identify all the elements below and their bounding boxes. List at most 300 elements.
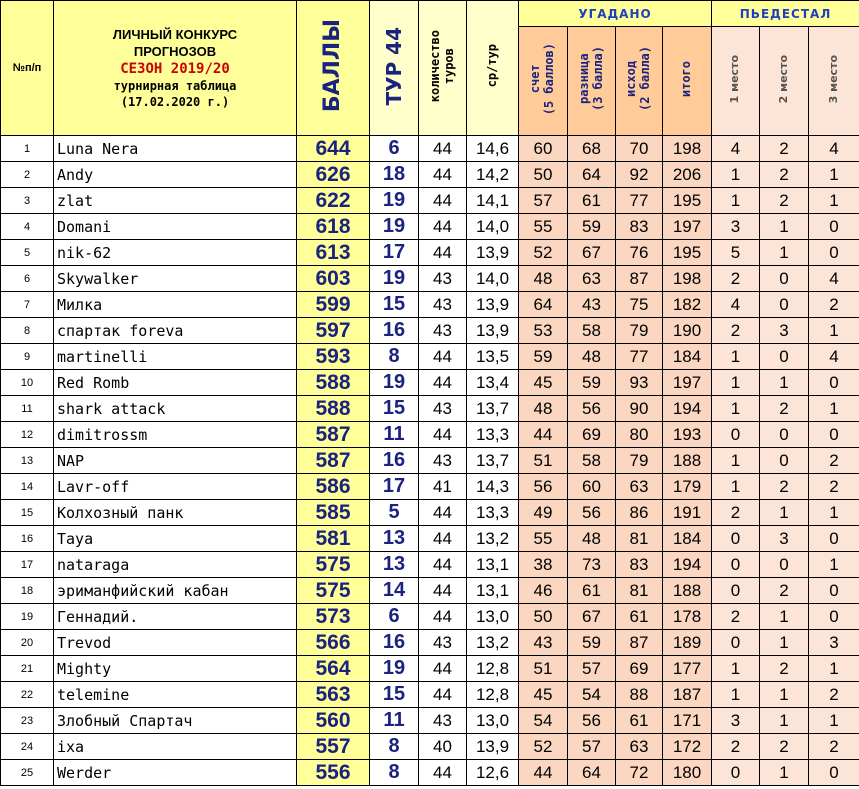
place1-cell: 0 (712, 760, 760, 786)
avg-cell: 13,2 (467, 630, 519, 656)
points-cell: 575 (297, 552, 370, 578)
place1-cell: 1 (712, 656, 760, 682)
table-row (1, 500, 859, 526)
outcome-guessed-cell: 76 (616, 240, 663, 266)
place3-cell: 0 (809, 578, 859, 604)
table-row (1, 136, 859, 162)
total-guessed-cell: 206 (663, 162, 712, 188)
total-guessed-cell: 187 (663, 682, 712, 708)
tour-points-cell: 8 (370, 760, 419, 786)
avg-cell: 13,9 (467, 318, 519, 344)
total-guessed-cell: 180 (663, 760, 712, 786)
diff-guessed-cell: 68 (568, 136, 616, 162)
diff-guessed-cell: 61 (568, 188, 616, 214)
player-name: Skywalker (54, 266, 297, 292)
place2-header: 2 место (760, 27, 809, 136)
outcome-guessed-cell: 63 (616, 474, 663, 500)
tours-count-cell: 43 (419, 448, 467, 474)
score-guessed-cell: 45 (519, 370, 568, 396)
total-guessed-cell: 184 (663, 344, 712, 370)
tour-points-cell: 18 (370, 162, 419, 188)
total-guessed-cell: 198 (663, 266, 712, 292)
player-name: Колхозный панк (54, 500, 297, 526)
points-cell: 581 (297, 526, 370, 552)
player-name: Taya (54, 526, 297, 552)
diff-guessed-cell: 64 (568, 162, 616, 188)
tours-count-cell: 41 (419, 474, 467, 500)
score-guessed-cell: 51 (519, 656, 568, 682)
podium-group-header: ПЬЕДЕСТАЛ (712, 1, 859, 27)
place3-cell: 0 (809, 604, 859, 630)
player-name: Mighty (54, 656, 297, 682)
points-cell: 563 (297, 682, 370, 708)
row-number: 8 (1, 318, 54, 344)
place1-cell: 4 (712, 136, 760, 162)
score-guessed-cell: 59 (519, 344, 568, 370)
points-cell: 588 (297, 396, 370, 422)
place1-header: 1 место (712, 27, 760, 136)
table-row (1, 630, 859, 656)
outcome-guessed-cell: 72 (616, 760, 663, 786)
guessed-group-header: УГАДАНО (519, 1, 712, 27)
table-row (1, 578, 859, 604)
table-row (1, 474, 859, 500)
player-name: Domani (54, 214, 297, 240)
total-guessed-cell: 197 (663, 370, 712, 396)
avg-cell: 13,3 (467, 422, 519, 448)
place3-cell: 0 (809, 526, 859, 552)
place2-cell: 2 (760, 474, 809, 500)
place1-cell: 1 (712, 448, 760, 474)
total-guessed-cell: 193 (663, 422, 712, 448)
row-number: 13 (1, 448, 54, 474)
outcome-guessed-cell: 93 (616, 370, 663, 396)
table-row (1, 292, 859, 318)
points-cell: 566 (297, 630, 370, 656)
score-guessed-cell: 48 (519, 396, 568, 422)
row-number: 12 (1, 422, 54, 448)
row-number: 7 (1, 292, 54, 318)
tour-points-cell: 13 (370, 552, 419, 578)
tours-count-cell: 44 (419, 370, 467, 396)
tour-points-cell: 16 (370, 318, 419, 344)
place3-cell: 2 (809, 292, 859, 318)
avg-cell: 13,0 (467, 604, 519, 630)
place1-cell: 3 (712, 708, 760, 734)
tour-points-cell: 15 (370, 396, 419, 422)
points-cell: 560 (297, 708, 370, 734)
row-number: 1 (1, 136, 54, 162)
place2-cell: 2 (760, 188, 809, 214)
outcome-guessed-cell: 80 (616, 422, 663, 448)
place1-cell: 5 (712, 240, 760, 266)
total-guessed-cell: 197 (663, 214, 712, 240)
table-row (1, 656, 859, 682)
diff-guessed-cell: 56 (568, 396, 616, 422)
place3-cell: 0 (809, 760, 859, 786)
place1-cell: 0 (712, 552, 760, 578)
points-cell: 587 (297, 448, 370, 474)
points-cell: 599 (297, 292, 370, 318)
tours-count-cell: 43 (419, 318, 467, 344)
place1-cell: 1 (712, 396, 760, 422)
outcome-guessed-cell: 90 (616, 396, 663, 422)
tours-count-cell: 44 (419, 136, 467, 162)
row-number: 6 (1, 266, 54, 292)
table-row (1, 214, 859, 240)
outcome-guessed-cell: 81 (616, 578, 663, 604)
place1-cell: 3 (712, 214, 760, 240)
table-row (1, 162, 859, 188)
season-label: СЕЗОН 2019/20 (120, 61, 230, 77)
avg-cell: 13,9 (467, 240, 519, 266)
player-name: Lavr-off (54, 474, 297, 500)
table-row (1, 370, 859, 396)
player-name: dimitrossm (54, 422, 297, 448)
place3-cell: 4 (809, 136, 859, 162)
place2-cell: 1 (760, 630, 809, 656)
avg-cell: 13,7 (467, 448, 519, 474)
total-guessed-cell: 198 (663, 136, 712, 162)
place2-cell: 0 (760, 266, 809, 292)
tour-points-cell: 14 (370, 578, 419, 604)
place1-cell: 1 (712, 344, 760, 370)
place1-cell: 2 (712, 734, 760, 760)
points-cell: 618 (297, 214, 370, 240)
row-number: 23 (1, 708, 54, 734)
tours-count-cell: 44 (419, 188, 467, 214)
player-name: Red Romb (54, 370, 297, 396)
table-row (1, 526, 859, 552)
diff-guessed-cell: 56 (568, 500, 616, 526)
tours-count-cell: 44 (419, 344, 467, 370)
diff-guessed-cell: 60 (568, 474, 616, 500)
diff-guessed-cell: 59 (568, 630, 616, 656)
diff-guessed-cell: 57 (568, 734, 616, 760)
place1-cell: 1 (712, 682, 760, 708)
avg-cell: 14,0 (467, 266, 519, 292)
place3-cell: 2 (809, 448, 859, 474)
outcome-guessed-cell: 77 (616, 188, 663, 214)
avg-cell: 13,3 (467, 500, 519, 526)
total-guessed-cell: 182 (663, 292, 712, 318)
place2-cell: 1 (760, 500, 809, 526)
tour-points-cell: 13 (370, 526, 419, 552)
tours-count-header: количество туров (419, 1, 467, 136)
tours-count-cell: 44 (419, 162, 467, 188)
tours-count-cell: 44 (419, 214, 467, 240)
row-number: 3 (1, 188, 54, 214)
tour-points-cell: 11 (370, 708, 419, 734)
score-guessed-cell: 43 (519, 630, 568, 656)
tour-points-cell: 15 (370, 682, 419, 708)
outcome-guessed-cell: 69 (616, 656, 663, 682)
tour-points-cell: 19 (370, 188, 419, 214)
row-number: 2 (1, 162, 54, 188)
place1-cell: 2 (712, 266, 760, 292)
table-row (1, 682, 859, 708)
player-name: Andy (54, 162, 297, 188)
player-name: nik-62 (54, 240, 297, 266)
place1-cell: 4 (712, 292, 760, 318)
place3-cell: 4 (809, 266, 859, 292)
points-cell: 603 (297, 266, 370, 292)
place2-cell: 2 (760, 136, 809, 162)
avg-cell: 13,2 (467, 526, 519, 552)
place3-cell: 2 (809, 474, 859, 500)
tour-points-cell: 6 (370, 136, 419, 162)
row-number: 19 (1, 604, 54, 630)
total-guessed-cell: 172 (663, 734, 712, 760)
tour-points-cell: 5 (370, 500, 419, 526)
diff-guessed-cell: 63 (568, 266, 616, 292)
tour-points-cell: 16 (370, 448, 419, 474)
score-guessed-cell: 46 (519, 578, 568, 604)
place1-cell: 1 (712, 188, 760, 214)
tours-count-cell: 43 (419, 396, 467, 422)
table-row (1, 448, 859, 474)
place3-cell: 2 (809, 682, 859, 708)
avg-cell: 13,1 (467, 552, 519, 578)
place2-cell: 0 (760, 552, 809, 578)
avg-cell: 13,4 (467, 370, 519, 396)
score-guessed-cell: 51 (519, 448, 568, 474)
score-header: счет (5 баллов) (519, 27, 568, 136)
avg-cell: 13,9 (467, 734, 519, 760)
table-row (1, 734, 859, 760)
diff-guessed-cell: 58 (568, 448, 616, 474)
title-line2: ПРОГНОЗОВ (133, 44, 217, 59)
table-row (1, 422, 859, 448)
points-cell: 564 (297, 656, 370, 682)
avg-cell: 13,0 (467, 708, 519, 734)
player-name: Геннадий. (54, 604, 297, 630)
score-guessed-cell: 60 (519, 136, 568, 162)
outcome-guessed-cell: 70 (616, 136, 663, 162)
player-name: zlat (54, 188, 297, 214)
player-name: nataraga (54, 552, 297, 578)
points-cell: 556 (297, 760, 370, 786)
tour-points-cell: 19 (370, 656, 419, 682)
outcome-guessed-cell: 79 (616, 318, 663, 344)
place3-cell: 1 (809, 396, 859, 422)
table-row (1, 708, 859, 734)
outcome-guessed-cell: 79 (616, 448, 663, 474)
row-number: 20 (1, 630, 54, 656)
score-guessed-cell: 50 (519, 162, 568, 188)
score-guessed-cell: 57 (519, 188, 568, 214)
place3-cell: 1 (809, 656, 859, 682)
avg-cell: 14,0 (467, 214, 519, 240)
diff-guessed-cell: 58 (568, 318, 616, 344)
tours-count-cell: 44 (419, 552, 467, 578)
avg-cell: 14,1 (467, 188, 519, 214)
place1-cell: 0 (712, 630, 760, 656)
place3-header: 3 место (809, 27, 859, 136)
player-name: martinelli (54, 344, 297, 370)
tours-count-cell: 43 (419, 630, 467, 656)
tour-points-cell: 6 (370, 604, 419, 630)
avg-cell: 14,2 (467, 162, 519, 188)
player-name: Злобный Спартач (54, 708, 297, 734)
score-guessed-cell: 64 (519, 292, 568, 318)
row-number: 10 (1, 370, 54, 396)
tours-count-cell: 43 (419, 292, 467, 318)
tour-points-cell: 8 (370, 344, 419, 370)
points-cell: 626 (297, 162, 370, 188)
score-guessed-cell: 52 (519, 240, 568, 266)
score-guessed-cell: 49 (519, 500, 568, 526)
diff-guessed-cell: 67 (568, 604, 616, 630)
place3-cell: 0 (809, 214, 859, 240)
place2-cell: 3 (760, 318, 809, 344)
place1-cell: 2 (712, 604, 760, 630)
place1-cell: 2 (712, 500, 760, 526)
tours-count-cell: 43 (419, 708, 467, 734)
place2-cell: 0 (760, 292, 809, 318)
place1-cell: 0 (712, 526, 760, 552)
table-row (1, 188, 859, 214)
title-line1: ЛИЧНЫЙ КОНКУРС (112, 27, 238, 42)
tours-count-cell: 44 (419, 760, 467, 786)
avg-cell: 12,6 (467, 760, 519, 786)
points-cell: 613 (297, 240, 370, 266)
row-number: 15 (1, 500, 54, 526)
diff-guessed-cell: 64 (568, 760, 616, 786)
place2-cell: 2 (760, 396, 809, 422)
place2-cell: 1 (760, 214, 809, 240)
points-cell: 622 (297, 188, 370, 214)
avg-cell: 12,8 (467, 656, 519, 682)
total-guessed-cell: 179 (663, 474, 712, 500)
total-guessed-cell: 195 (663, 188, 712, 214)
total-guessed-cell: 194 (663, 396, 712, 422)
place3-cell: 2 (809, 734, 859, 760)
tours-count-cell: 44 (419, 526, 467, 552)
row-number: 17 (1, 552, 54, 578)
avg-cell: 14,6 (467, 136, 519, 162)
row-number: 4 (1, 214, 54, 240)
outcome-guessed-cell: 63 (616, 734, 663, 760)
row-number: 18 (1, 578, 54, 604)
diff-guessed-cell: 59 (568, 370, 616, 396)
place2-cell: 1 (760, 708, 809, 734)
player-name: Werder (54, 760, 297, 786)
table-title (54, 1, 297, 136)
avg-header: ср/тур (467, 1, 519, 136)
table-row (1, 604, 859, 630)
place2-cell: 1 (760, 760, 809, 786)
tour-points-cell: 11 (370, 422, 419, 448)
player-name: telemine (54, 682, 297, 708)
diff-guessed-cell: 48 (568, 526, 616, 552)
total-guessed-cell: 194 (663, 552, 712, 578)
points-cell: 593 (297, 344, 370, 370)
outcome-guessed-cell: 77 (616, 344, 663, 370)
outcome-guessed-cell: 92 (616, 162, 663, 188)
outcome-guessed-cell: 88 (616, 682, 663, 708)
avg-cell: 14,3 (467, 474, 519, 500)
score-guessed-cell: 44 (519, 760, 568, 786)
total-guessed-cell: 171 (663, 708, 712, 734)
outcome-guessed-cell: 87 (616, 266, 663, 292)
player-name: Милка (54, 292, 297, 318)
diff-guessed-cell: 69 (568, 422, 616, 448)
place3-cell: 1 (809, 552, 859, 578)
tours-count-cell: 44 (419, 656, 467, 682)
tours-count-cell: 43 (419, 266, 467, 292)
diff-guessed-cell: 54 (568, 682, 616, 708)
diff-guessed-cell: 56 (568, 708, 616, 734)
place2-cell: 0 (760, 344, 809, 370)
place2-cell: 1 (760, 370, 809, 396)
points-cell: 597 (297, 318, 370, 344)
place3-cell: 3 (809, 630, 859, 656)
diff-guessed-cell: 59 (568, 214, 616, 240)
row-number: 11 (1, 396, 54, 422)
outcome-guessed-cell: 87 (616, 630, 663, 656)
score-guessed-cell: 55 (519, 526, 568, 552)
outcome-header: исход (2 балла) (616, 27, 663, 136)
tour-points-cell: 17 (370, 474, 419, 500)
points-cell: 573 (297, 604, 370, 630)
row-number: 14 (1, 474, 54, 500)
points-cell: 644 (297, 136, 370, 162)
tour-header: ТУР 44 (370, 1, 419, 136)
tours-count-cell: 40 (419, 734, 467, 760)
score-guessed-cell: 44 (519, 422, 568, 448)
total-guessed-cell: 195 (663, 240, 712, 266)
subtitle: турнирная таблица (113, 79, 237, 93)
table-row (1, 396, 859, 422)
player-name: NAP (54, 448, 297, 474)
total-guessed-cell: 190 (663, 318, 712, 344)
row-number-header: №п/п (1, 1, 54, 136)
points-cell: 585 (297, 500, 370, 526)
points-cell: 557 (297, 734, 370, 760)
place2-cell: 2 (760, 734, 809, 760)
total-guessed-cell: 177 (663, 656, 712, 682)
place2-cell: 2 (760, 162, 809, 188)
row-number: 16 (1, 526, 54, 552)
total-guessed-cell: 191 (663, 500, 712, 526)
diff-guessed-cell: 67 (568, 240, 616, 266)
row-number: 25 (1, 760, 54, 786)
total-guessed-cell: 184 (663, 526, 712, 552)
row-number: 22 (1, 682, 54, 708)
score-guessed-cell: 55 (519, 214, 568, 240)
place3-cell: 1 (809, 318, 859, 344)
score-guessed-cell: 38 (519, 552, 568, 578)
outcome-guessed-cell: 83 (616, 214, 663, 240)
score-guessed-cell: 53 (519, 318, 568, 344)
avg-cell: 13,1 (467, 578, 519, 604)
place1-cell: 0 (712, 578, 760, 604)
tour-points-cell: 19 (370, 266, 419, 292)
table-row (1, 240, 859, 266)
place1-cell: 1 (712, 474, 760, 500)
tour-points-cell: 16 (370, 630, 419, 656)
place1-cell: 1 (712, 162, 760, 188)
score-guessed-cell: 45 (519, 682, 568, 708)
place2-cell: 1 (760, 604, 809, 630)
player-name: ixa (54, 734, 297, 760)
points-cell: 588 (297, 370, 370, 396)
total-header: итого (663, 27, 712, 136)
place3-cell: 0 (809, 240, 859, 266)
table-row (1, 266, 859, 292)
tours-count-cell: 44 (419, 240, 467, 266)
